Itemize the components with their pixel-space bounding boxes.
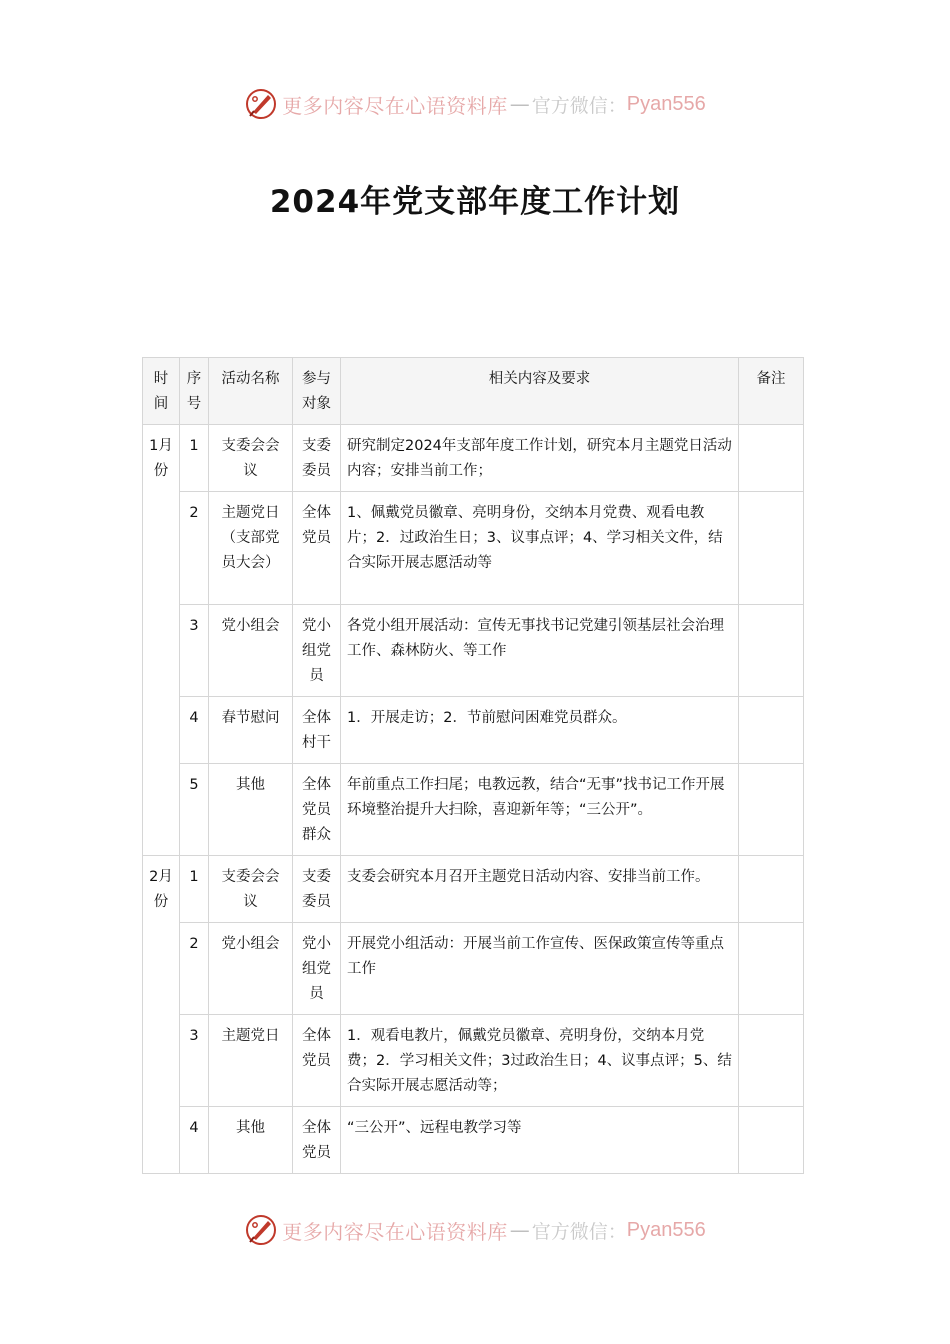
watermark-dash: — — [509, 92, 530, 116]
watermark-dash: — — [509, 1218, 530, 1242]
table-row — [143, 492, 804, 605]
content-cell: 1．观看电教片，佩戴党员徽章、亮明身份，交纳本月党费；2．学习相关文件；3过政治生日；4、议事点评；5、结合实际开展志愿活动等； — [341, 1015, 739, 1107]
header-watermark — [0, 84, 950, 124]
participants-cell: 全体党员 — [293, 1107, 341, 1174]
table-row — [143, 697, 804, 764]
month-cell: 2月份 — [143, 856, 180, 1174]
header-content: 相关内容及要求 — [341, 358, 739, 425]
activity-cell: 主题党日（支部党员大会） — [209, 492, 293, 605]
watermark-wechat-label: 官方微信： — [531, 94, 627, 117]
participants-cell: 全体村干 — [293, 697, 341, 764]
remarks-cell — [739, 425, 804, 492]
participants-cell: 支委委员 — [293, 856, 341, 923]
table-row — [143, 764, 804, 856]
content-cell: “三公开”、远程电教学习等 — [341, 1107, 739, 1174]
activity-cell: 党小组会 — [209, 923, 293, 1015]
header-activity: 活动名称 — [209, 358, 293, 425]
content-cell: 1．开展走访；2．节前慰问困难党员群众。 — [341, 697, 739, 764]
seq-cell: 4 — [180, 1107, 209, 1174]
table-row — [143, 923, 804, 1015]
activity-cell: 其他 — [209, 764, 293, 856]
content-cell: 支委会研究本月召开主题党日活动内容、安排当前工作。 — [341, 856, 739, 923]
seq-cell: 5 — [180, 764, 209, 856]
watermark-wechat-id: Pyan556 — [626, 1218, 706, 1241]
table-row — [143, 605, 804, 697]
participants-cell: 全体党员群众 — [293, 764, 341, 856]
remarks-cell — [739, 764, 804, 856]
content-cell: 1、佩戴党员徽章、亮明身份，交纳本月党费、观看电教片；2．过政治生日；3、议事点评；4、学习相关文件，结合实际开展志愿活动等 — [341, 492, 739, 605]
remarks-cell — [739, 856, 804, 923]
participants-cell: 全体党员 — [293, 492, 341, 605]
work-plan-table — [142, 357, 804, 1174]
participants-cell: 党小组党员 — [293, 923, 341, 1015]
participants-cell: 全体党员 — [293, 1015, 341, 1107]
remarks-cell — [739, 1107, 804, 1174]
watermark-wechat-id: Pyan556 — [626, 92, 706, 115]
seq-cell: 4 — [180, 697, 209, 764]
table-row — [143, 1107, 804, 1174]
remarks-cell — [739, 923, 804, 1015]
content-cell: 年前重点工作扫尾；电教远教，结合“无事”找书记工作开展环境整治提升大扫除，喜迎新年等；“三公开”。 — [341, 764, 739, 856]
header-time: 时间 — [143, 358, 180, 425]
table-row — [143, 856, 804, 923]
activity-cell: 主题党日 — [209, 1015, 293, 1107]
watermark-site-text: 更多内容尽在心语资料库 — [282, 93, 508, 118]
quill-pen-logo-icon — [244, 87, 278, 121]
watermark-site-text: 更多内容尽在心语资料库 — [282, 1219, 508, 1244]
table-header-row — [143, 358, 804, 425]
watermark-wechat-label: 官方微信： — [531, 1220, 627, 1243]
seq-cell: 2 — [180, 923, 209, 1015]
participants-cell: 党小组党员 — [293, 605, 341, 697]
header-seq: 序号 — [180, 358, 209, 425]
header-participants: 参与对象 — [293, 358, 341, 425]
seq-cell: 2 — [180, 492, 209, 605]
table-row — [143, 425, 804, 492]
remarks-cell — [739, 492, 804, 605]
activity-cell: 支委会会议 — [209, 856, 293, 923]
remarks-cell — [739, 1015, 804, 1107]
month-cell: 1月份 — [143, 425, 180, 856]
footer-watermark — [0, 1210, 950, 1250]
seq-cell: 1 — [180, 425, 209, 492]
seq-cell: 1 — [180, 856, 209, 923]
document-title: 2024年党支部年度工作计划 — [269, 184, 681, 220]
seq-cell: 3 — [180, 605, 209, 697]
activity-cell: 支委会会议 — [209, 425, 293, 492]
remarks-cell — [739, 697, 804, 764]
participants-cell: 支委委员 — [293, 425, 341, 492]
content-cell: 研究制定2024年支部年度工作计划，研究本月主题党日活动内容；安排当前工作； — [341, 425, 739, 492]
table-row — [143, 1015, 804, 1107]
quill-pen-logo-icon — [244, 1213, 278, 1247]
header-remarks: 备注 — [739, 358, 804, 425]
remarks-cell — [739, 605, 804, 697]
activity-cell: 党小组会 — [209, 605, 293, 697]
activity-cell: 春节慰问 — [209, 697, 293, 764]
activity-cell: 其他 — [209, 1107, 293, 1174]
content-cell: 开展党小组活动：开展当前工作宣传、医保政策宣传等重点工作 — [341, 923, 739, 1015]
content-cell: 各党小组开展活动：宣传无事找书记党建引领基层社会治理工作、森林防火、等工作 — [341, 605, 739, 697]
seq-cell: 3 — [180, 1015, 209, 1107]
